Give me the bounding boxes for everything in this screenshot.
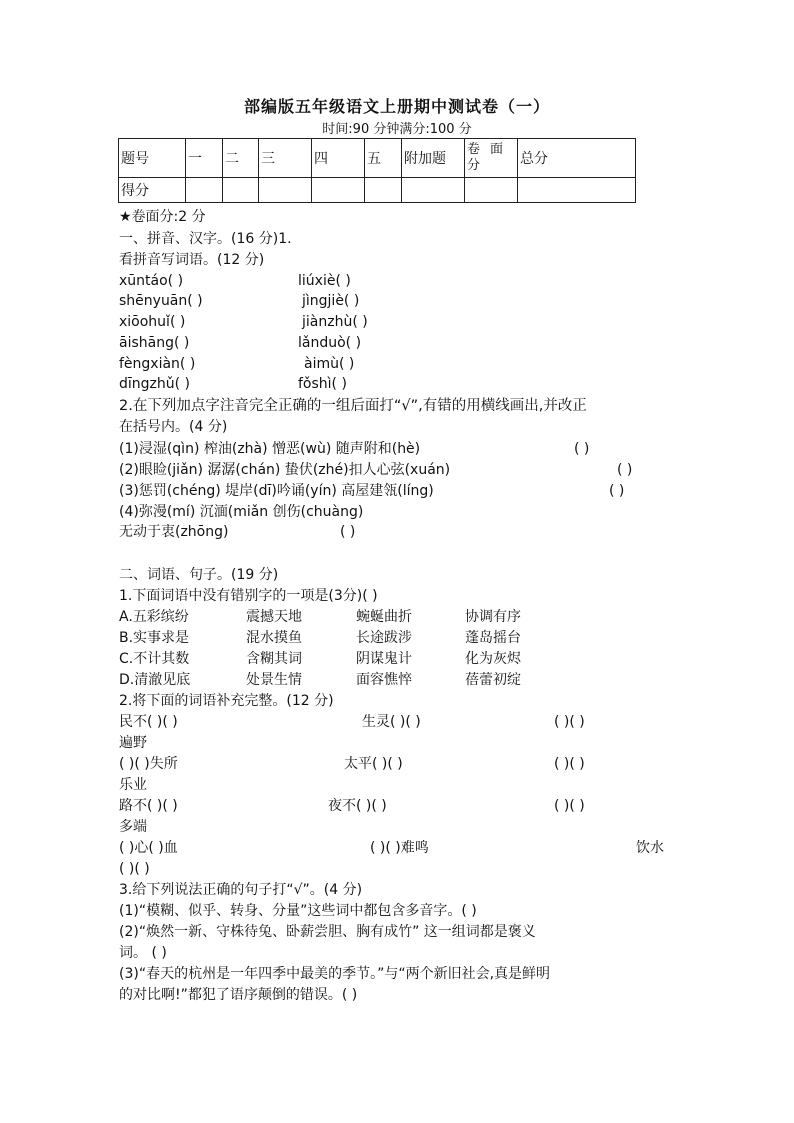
fill-item: 饮水 (636, 840, 664, 856)
score-header-cell: 一 (186, 139, 223, 178)
q2-row: (2)眼睑(jiǎn) 潺潺(chán) 蛰伏(zhé)扣人心弦(xuán) (119, 462, 451, 478)
option-word: 震撼天地 (246, 609, 302, 625)
score-cell (259, 178, 312, 203)
q2-row: (3)惩罚(chéng) 堤岸(dī)吟诵(yín) 高屋建瓴(líng) (119, 483, 434, 499)
q2-row: 无动于衷(zhōng) (119, 524, 229, 540)
score-cell (186, 178, 223, 203)
score-header-cell: 五 (365, 139, 402, 178)
score-header-cell: 总分 (518, 139, 636, 178)
fill-item: ( )心( )血 (119, 840, 178, 856)
option-word: 处景生情 (246, 672, 302, 688)
pinyin-item: fèngxiàn( ) (119, 356, 196, 372)
q2-answer-blank[interactable]: ( ) (340, 524, 356, 540)
p2-q3-item: (3)“春天的杭州是一年四季中最美的季节。”与“两个新旧社会,真是鲜明 (119, 966, 551, 982)
fill-item: 乐业 (119, 777, 147, 793)
p2-q1-title: 1.下面词语中没有错别字的一项是(3分)( ) (119, 588, 378, 604)
fill-item: ( )( ) (554, 714, 585, 730)
option-word: 混水摸鱼 (246, 630, 302, 646)
score-cell (402, 178, 465, 203)
fill-item: ( )( )失所 (119, 756, 178, 772)
pinyin-item: lǎnduò( ) (298, 335, 362, 351)
fill-item: 生灵( )( ) (362, 714, 421, 730)
fill-item: ( )( ) (554, 798, 585, 814)
score-header-cell: 卷面分 (465, 139, 518, 178)
q1-title: 看拼音写词语。(12 分) (119, 252, 265, 268)
part2-heading: 二、词语、句子。(19 分) (119, 567, 279, 583)
fill-item: ( )( ) (119, 861, 150, 877)
fill-item: 路不( )( ) (119, 798, 178, 814)
exam-time-info: 时间:90 分钟满分:100 分 (322, 122, 472, 137)
option-word: 阴谋鬼计 (356, 651, 412, 667)
pinyin-item: jìngjiè( ) (302, 293, 360, 309)
fill-item: 夜不( )( ) (328, 798, 387, 814)
score-header-cell: 四 (312, 139, 365, 178)
fill-item: 多端 (119, 819, 147, 835)
p2-q3-item: (2)“焕然一新、守株待兔、卧薪尝胆、胸有成竹” 这一组词都是褒义 (119, 924, 536, 940)
fill-item: ( )( )难鸣 (370, 840, 429, 856)
pinyin-item: shēnyuān( ) (119, 293, 203, 309)
q2-row: (4)弥漫(mí) 沉湎(miǎn 创伤(chuàng) (119, 504, 364, 520)
score-header-cell: 二 (223, 139, 259, 178)
p2-q2-title: 2.将下面的词语补充完整。(12 分) (119, 693, 334, 709)
q2-title-line1: 2.在下列加点字注音完全正确的一组后面打“√”,有错的用横线画出,并改正 (119, 398, 587, 414)
option-word: 含糊其词 (246, 651, 302, 667)
option-word: 蓬岛摇台 (465, 630, 521, 646)
score-header-cell: 题号 (119, 139, 186, 178)
pinyin-item: dīngzhǔ( ) (119, 376, 191, 392)
q2-answer-blank[interactable]: ( ) (617, 462, 633, 478)
option-word: D.清澈见底 (119, 672, 191, 688)
q2-answer-blank[interactable]: ( ) (574, 441, 590, 457)
option-word: 蓓蕾初绽 (465, 672, 521, 688)
p2-q3-item: 的对比啊!”都犯了语序颠倒的错误。( ) (119, 987, 358, 1003)
score-cell (365, 178, 402, 203)
fill-item: 民不( )( ) (119, 714, 178, 730)
option-word: C.不计其数 (119, 651, 190, 667)
q2-title-line2: 在括号内。(4 分) (119, 419, 228, 435)
option-word: 面容憔悴 (356, 672, 412, 688)
option-word: 化为灰烬 (465, 651, 521, 667)
score-cell (312, 178, 365, 203)
score-header-cell: 三 (259, 139, 312, 178)
neatness-note: ★卷面分:2 分 (119, 209, 206, 225)
pinyin-item: jiànzhù( ) (302, 314, 368, 330)
p2-q3-item: 词。 ( ) (119, 945, 167, 961)
exam-title: 部编版五年级语文上册期中测试卷（一） (243, 97, 550, 116)
p2-q3-item: (1)“模糊、似乎、转身、分量”这些词中都包含多音字。( ) (119, 903, 477, 919)
fill-item: 太平( )( ) (344, 756, 403, 772)
option-word: B.实事求是 (119, 630, 190, 646)
part1-heading: 一、拼音、汉字。(16 分)1. (119, 231, 292, 247)
score-cell (518, 178, 636, 203)
q2-row: (1)浸湿(qìn) 榨油(zhà) 憎恶(wù) 随声附和(hè) (119, 441, 421, 457)
score-cell (465, 178, 518, 203)
pinyin-item: āishāng( ) (119, 335, 190, 351)
pinyin-item: liúxiè( ) (298, 273, 351, 289)
option-word: 蜿蜒曲折 (356, 609, 412, 625)
option-word: 长途跋涉 (356, 630, 412, 646)
fill-item: ( )( ) (554, 756, 585, 772)
score-row-label: 得分 (119, 178, 186, 203)
option-word: A.五彩缤纷 (119, 609, 189, 625)
score-cell (223, 178, 259, 203)
fill-item: 遍野 (119, 735, 147, 751)
pinyin-item: xūntáo( ) (119, 273, 184, 289)
pinyin-item: àimù( ) (304, 356, 355, 372)
pinyin-item: xiōohuǐ( ) (119, 314, 186, 330)
option-word: 协调有序 (465, 609, 521, 625)
pinyin-item: fǒshì( ) (298, 376, 347, 392)
score-table (118, 138, 636, 203)
p2-q3-title: 3.给下列说法正确的句子打“√”。(4 分) (119, 882, 363, 898)
q2-answer-blank[interactable]: ( ) (609, 483, 625, 499)
score-header-cell: 附加题 (402, 139, 465, 178)
